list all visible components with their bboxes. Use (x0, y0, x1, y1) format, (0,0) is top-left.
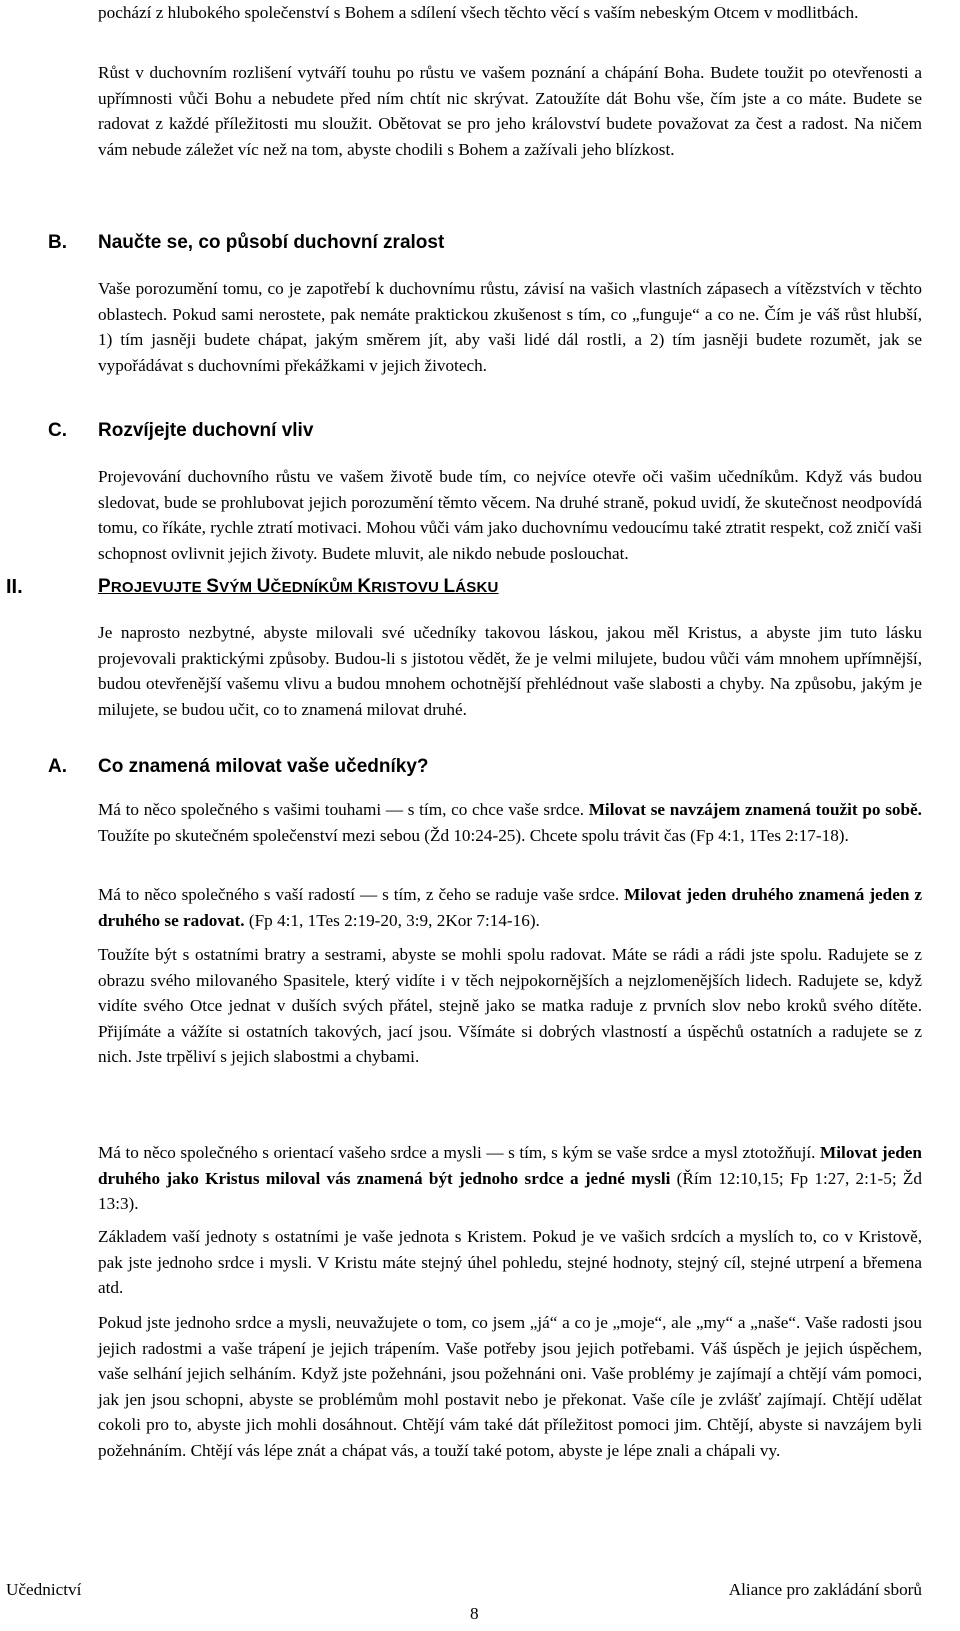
section-a-title: Co znamená milovat vaše učedníky? (98, 756, 429, 777)
section-a-paragraph-4: Má to něco společného s orientací vašeho srdce a mysli — s tím, s kým se vaše srdce a mysl ztotožňují. Milovat jeden druhého jako Kristus miloval vás znamená být jednoho srdce a jedné mysli (Řím 12:10,15; Fp 1:27, 2:1-5; Žd 13:3). (98, 1143, 922, 1213)
section-ii-title: PROJEVUJTE SVÝM UČEDNÍKŮM KRISTOVU LÁSKU (98, 576, 499, 597)
section-a-paragraph-3: Toužíte být s ostatními bratry a sestrami, abyste se mohli spolu radovat. Máte se rádi a rádi jste spolu. Radujete se z obrazu svého milovaného Spasitele, který vidíte i v těch nejpokornějších a nejzlomenějších lidech. Radujete se, když vidíte svého Otce jednat v duších svých přátel, stejně jako se matka raduje z prvních slov nebo kroků svého dítěte. Přijímáte a vážíte si ostatních takových, jací jsou. Všímáte si dobrých vlastností a úspěchů ostatních a radujete se z nich. Jste trpěliví s jejich slabostmi a chybami. (98, 945, 922, 1066)
section-b-letter: B. (48, 232, 67, 253)
footer-right-text: Aliance pro zakládání sborů (728, 1580, 922, 1599)
section-a-paragraph-2: Má to něco společného s vaší radostí — s tím, z čeho se raduje vaše srdce. Milovat jeden druhého znamená jeden z druhého se radovat. (Fp 4:1, 1Tes 2:19-20, 3:9, 2Kor 7:14-16). (98, 885, 923, 930)
section-ii-numeral: II. (6, 576, 23, 598)
section-b-title: Naučte se, co působí duchovní zralost (98, 232, 445, 253)
section-a-paragraph-1: Má to něco společného s vašimi touhami — s tím, co chce vaše srdce. Milovat se navzájem znamená toužit po sobě. Toužíte po skutečném společenství mezi sebou (Žd 10:24-25). Chcete spolu trávit čas (Fp 4:1, 1Tes 2:17-18). (98, 800, 922, 845)
section-ii-text: Je naprosto nezbytné, abyste milovali své učedníky takovou láskou, jakou měl Kristus, a abyste jim tuto lásku projevovali praktickými způsoby. Budou-li s jistotou vědět, že je velmi milujete, budou vůči vám mnohem upřímnější, budou otevřenější vašemu vlivu a budou mnohem ochotnější přehlédnout vaše slabosti a chyby. Na způsobu, jakým je milujete, se budou učit, co to znamená milovat druhé. (98, 623, 922, 719)
section-a-paragraph-5: Základem vaší jednoty s ostatními je vaše jednota s Kristem. Pokud je ve vašich srdcích a myslích to, co v Kristově, pak jste jednoho srdce i mysli. V Kristu máte stejný úhel pohledu, stejné hodnoty, stejný cíl, stejné utrpení a břemena atd. (98, 1227, 922, 1297)
section-c-title: Rozvíjejte duchovní vliv (98, 420, 314, 441)
intro-paragraph-1: pochází z hlubokého společenství s Bohem a sdílení všech těchto věcí s vaším nebeským Otcem v modlitbách. (98, 3, 859, 22)
section-b-text: Vaše porozumění tomu, co je zapotřebí k duchovnímu růstu, závisí na vašich vlastních zápasech a vítězstvích v těchto oblastech. Pokud sami nerostete, pak nemáte praktickou zkušenost s tím, co „funguje“ a co ne. Čím je váš růst hlubší, 1) tím jasněji budete chápat, jakým směrem jít, aby vaši lidé dál rostli, a 2) tím jasněji budete rozumět, jak se vypořádávat s duchovními překážkami v jejich životech. (98, 279, 922, 375)
page-number: 8 (470, 1604, 479, 1623)
section-c-text: Projevování duchovního růstu ve vašem životě bude tím, co nejvíce otevře oči vašim učedníkům. Když vás budou sledovat, bude se prohlubovat jejich porozumění těmto věcem. Na druhé straně, pokud uvidí, že skutečnost neodpovídá tomu, co říkáte, rychle ztratí motivaci. Mohou vůči vám jako duchovnímu vedoucímu také ztratit respekt, což zničí vaši schopnost ovlivnit jejich životy. Budete mluvit, ale nikdo nebude poslouchat. (98, 467, 922, 563)
section-a-paragraph-6: Pokud jste jednoho srdce a mysli, neuvažujete o tom, co jsem „já“ a co je „moje“, ale „my“ a „naše“. Vaše radosti jsou jejich radostmi a vaše trápení je jejich trápením. Vaše potřeby jsou jejich potřebami. Váš úspěch je jejich úspěchem, vaše selhání jejich selháním. Když jste požehnáni, jsou požehnáni oni. Vaše problémy je zajímají a chtějí vám pomoci, jak jen jsou schopni, abyste se problémům mohl postavit nebo je překonat. Vaše cíle je zvlášť zajímají. Chtějí udělat cokoli pro to, abyste jich mohli dosáhnout. Chtějí vám také dát příležitost pomoci jim. Chtějí, abyste si navzájem byli požehnáním. Chtějí vás lépe znát a chápat vás, a touží také potom, abyste je lépe znali a chápali vy. (98, 1313, 922, 1460)
footer-left-text: Učednictví (6, 1580, 82, 1599)
section-a-letter: A. (48, 756, 67, 777)
intro-paragraph-2: Růst v duchovním rozlišení vytváří touhu po růstu ve vašem poznání a chápání Boha. Budete toužit po otevřenosti a upřímnosti vůči Bohu a nebudete před ním chtít nic skrývat. Zatoužíte dát Bohu vše, čím jste a co máte. Budete se radovat z každé příležitosti mu sloužit. Obětovat se pro jeho království budete považovat za čest a radost. Na ničem vám nebude záležet víc než na tom, abyste chodili s Bohem a zažívali jeho blízkost. (98, 63, 922, 159)
section-c-letter: C. (48, 420, 67, 441)
